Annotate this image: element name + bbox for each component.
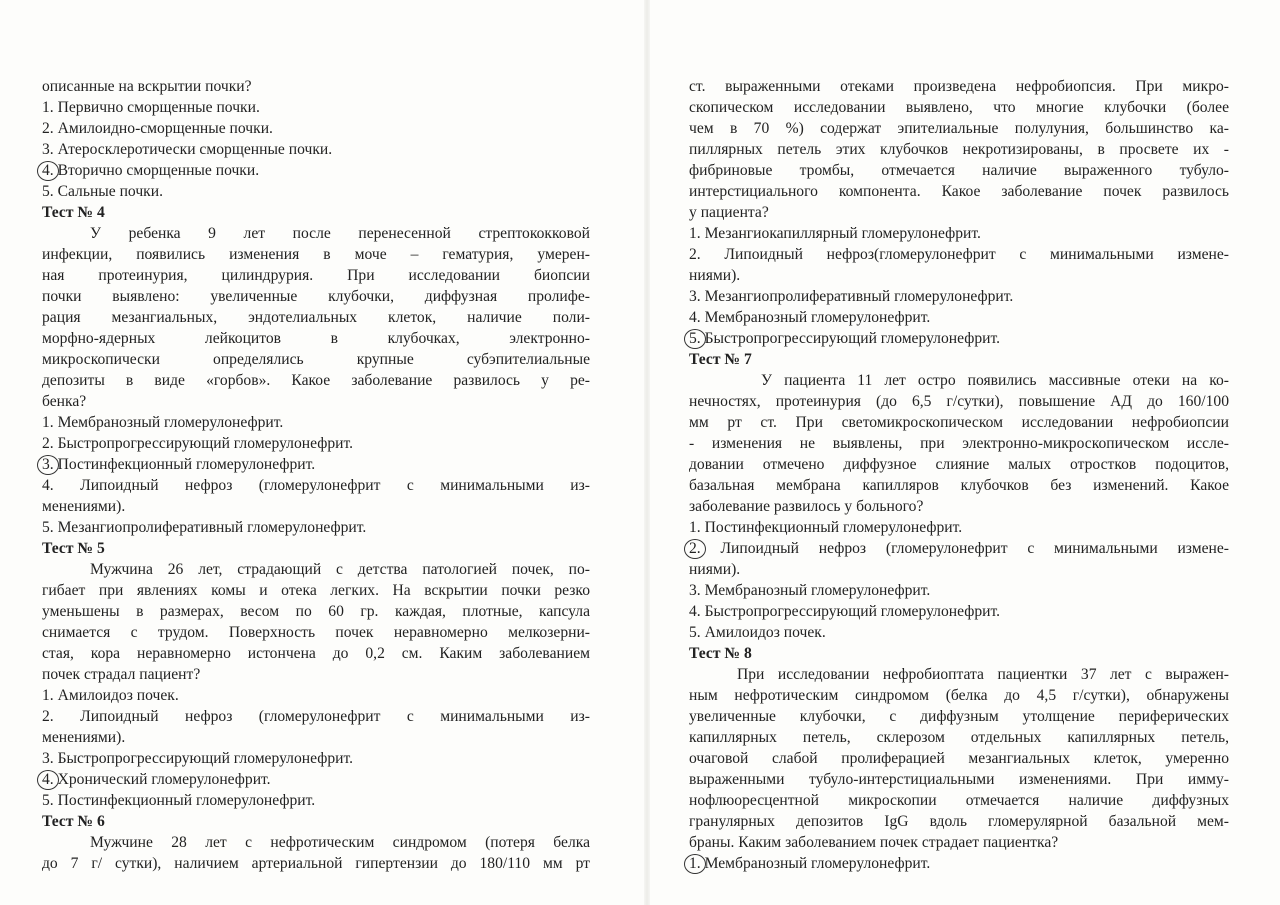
question-line: у пациента?: [689, 204, 769, 221]
right-page: [652, 0, 1280, 905]
answer-option: 5. Сальные почки.: [42, 183, 163, 200]
question-line: фибриновые тромбы, отмечается наличие выраженного тубуло-: [689, 162, 1229, 179]
question-line: Мужчине 28 лет с нефротическим синдромом (потеря белка: [90, 834, 590, 851]
question-line: капиллярных петель, склерозом отдельных капиллярных петель,: [689, 729, 1229, 746]
test-heading: Тест № 7: [689, 351, 752, 368]
answer-option: 5. Постинфекционный гломерулонефрит.: [42, 792, 316, 809]
question-line: браны. Каким заболеванием почек страдает пациентка?: [689, 834, 1059, 851]
question-line: ным нефротическим синдромом (белка до 4,5 г/сутки), обнаружены: [689, 687, 1229, 704]
answer-option: 4. Быстропрогрессирующий гломерулонефрит.: [689, 603, 1001, 620]
question-line: бенка?: [42, 393, 87, 410]
answer-option: 3. Мезангиопролиферативный гломерулонефрит.: [689, 288, 1014, 305]
question-line: заболевание развилось у больного?: [689, 498, 924, 515]
answer-option-circled: 3. Постинфекционный гломерулонефрит.: [42, 454, 590, 475]
question-line: уменьшены в размерах, весом по 60 гр. каждая, плотные, капсула: [42, 603, 590, 620]
answer-option: 3. Быстропрогрессирующий гломерулонефрит.: [42, 750, 354, 767]
question-line: увеличенные клубочки, с диффузным утолщение периферических: [689, 708, 1229, 725]
answer-option-circled: 5. Быстропрогрессирующий гломерулонефрит.: [689, 328, 1229, 349]
answer-option: 1. Постинфекционный гломерулонефрит.: [689, 519, 963, 536]
answer-option: менениями).: [42, 498, 126, 515]
question-line: инфекции, появились изменения в моче – гематурия, умерен-: [42, 246, 590, 263]
answer-option: 4. Липоидный нефроз (гломерулонефрит с минимальными из-: [42, 477, 590, 494]
page-gutter: [644, 0, 650, 905]
question-line: снимается с трудом. Поверхность почек неравномерно мелкозерни-: [42, 624, 590, 641]
question-line: до 7 г/ сутки), наличием артериальной гипертензии до 180/110 мм рт: [42, 855, 590, 872]
answer-option: ниями).: [689, 561, 741, 578]
answer-option: 2. Липоидный нефроз (гломерулонефрит с минимальными из-: [42, 708, 590, 725]
answer-option-circled: 1. Мембранозный гломерулонефрит.: [689, 853, 1229, 874]
answer-option: 1. Первично сморщенные почки.: [42, 99, 260, 116]
question-line: довании отмечено диффузное слияние малых отростков подоцитов,: [689, 456, 1229, 473]
question-line: чем в 70 %) содержат эпителиальные полулуния, большинство ка-: [689, 120, 1229, 137]
question-line: очаговой слабой пролиферацией мезангиальных клеток, умеренно: [689, 750, 1229, 767]
text-line: описанные на вскрытии почки?: [42, 78, 252, 95]
answer-option: ниями).: [689, 267, 741, 284]
question-line: гибает при явлениях комы и отека легких. На вскрытии почки резко: [42, 582, 590, 599]
right-text-column: [689, 76, 1229, 874]
question-line: почек страдал пациент?: [42, 666, 201, 683]
answer-option-circled: 4. Вторично сморщенные почки.: [42, 160, 590, 181]
question-line: мм рт ст. При светомикроскопическом исследовании нефробиопсии: [689, 414, 1229, 431]
question-line: базальная мембрана капилляров клубочков без изменений. Какое: [689, 477, 1229, 494]
test-heading: Тест № 4: [42, 204, 105, 221]
question-line: У ребенка 9 лет после перенесенной стрептококковой: [90, 225, 590, 242]
answer-option: 4. Мембранозный гломерулонефрит.: [689, 309, 931, 326]
question-line: нечностях, протеинурия (до 6,5 г/сутки), повышение АД до 160/100: [689, 393, 1229, 410]
answer-option-circled: 2. Липоидный нефроз (гломерулонефрит с минимальными измене-: [689, 540, 1229, 557]
answer-option: 2. Липоидный нефроз(гломерулонефрит с минимальными измене-: [689, 246, 1229, 263]
test-heading: Тест № 8: [689, 645, 752, 662]
question-line: интерстициального компонента. Какое заболевание почек развилось: [689, 183, 1229, 200]
answer-option: 2. Амилоидно-сморщенные почки.: [42, 120, 273, 137]
answer-option: 5. Мезангиопролиферативный гломерулонефрит.: [42, 519, 367, 536]
question-line: рация мезангиальных, эндотелиальных клеток, наличие поли-: [42, 309, 590, 326]
answer-option: 3. Атеросклеротически сморщенные почки.: [42, 141, 333, 158]
question-line: ная протеинурия, цилиндрурия. При исследовании биопсии: [42, 267, 590, 284]
question-line: депозиты в виде «горбов». Какое заболевание развилось у ре-: [42, 372, 590, 389]
question-line: нофлюоресцентной микроскопии отмечается наличие диффузных: [689, 792, 1229, 809]
question-line: стая, кора неравномерно истончена до 0,2 см. Каким заболеванием: [42, 645, 590, 662]
answer-option-circled: 4. Хронический гломерулонефрит.: [42, 769, 590, 790]
answer-option: 1. Амилоидоз почек.: [42, 687, 179, 704]
test-heading: Тест № 5: [42, 540, 105, 557]
test-heading: Тест № 6: [42, 813, 105, 830]
question-line: При исследовании нефробиоптата пациентки 37 лет с выражен-: [737, 666, 1229, 683]
question-line: выраженными тубуло-интерстициальными изменениями. При имму-: [689, 771, 1229, 788]
question-line: Мужчина 26 лет, страдающий с детства патологией почек, по-: [90, 561, 590, 578]
question-line: микроскопически определялись крупные субэпителиальные: [42, 351, 590, 368]
answer-option: 1. Мезангиокапиллярный гломерулонефрит.: [689, 225, 981, 242]
answer-option: менениями).: [42, 729, 126, 746]
answer-option: 1. Мембранозный гломерулонефрит.: [42, 414, 284, 431]
question-line: гранулярных депозитов IgG вдоль гломерулярной базальной мем-: [689, 813, 1229, 830]
answer-option: 3. Мембранозный гломерулонефрит.: [689, 582, 931, 599]
question-line: - изменения не выявлены, при электронно-микроскопическом иссле-: [689, 435, 1229, 452]
question-line: пиллярных петель этих клубочков некротизированы, в просвете их -: [689, 141, 1229, 158]
question-line: ст. выраженными отеками произведена нефробиопсия. При микро-: [689, 78, 1229, 95]
left-text-column: [42, 76, 590, 874]
question-line: морфно-ядерных лейкоцитов в клубочках, электронно-: [42, 330, 590, 347]
answer-option: 2. Быстропрогрессирующий гломерулонефрит.: [42, 435, 354, 452]
question-line: У пациента 11 лет остро появились массивные отеки на ко-: [761, 372, 1229, 389]
answer-option: 5. Амилоидоз почек.: [689, 624, 826, 641]
question-line: почки выявлено: увеличенные клубочки, диффузная пролифе-: [42, 288, 590, 305]
question-line: скопическом исследовании выявлено, что многие клубочки (более: [689, 99, 1229, 116]
